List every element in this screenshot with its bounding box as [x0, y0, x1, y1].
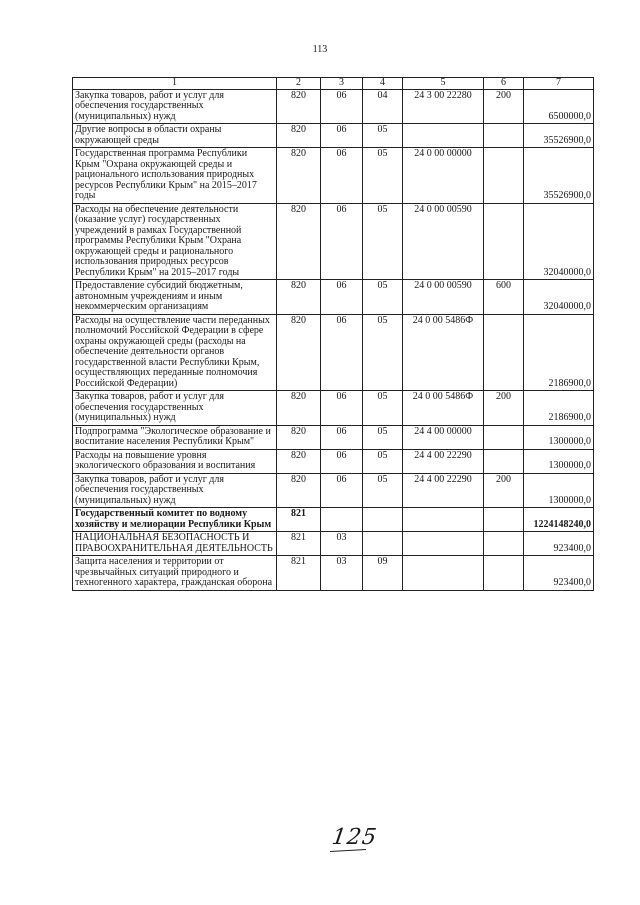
- target-article-cell: 24 4 00 22290: [403, 449, 484, 473]
- expense-type-cell: [484, 148, 524, 204]
- budget-code-cell: 821: [277, 532, 321, 556]
- expense-type-cell: [484, 508, 524, 532]
- section-cell: 03: [321, 532, 363, 556]
- column-header: 6: [484, 78, 524, 90]
- target-article-cell: 24 0 00 00590: [403, 280, 484, 315]
- subsection-cell: [363, 532, 403, 556]
- column-header: 7: [524, 78, 594, 90]
- table-row: [73, 203, 594, 280]
- amount-cell: 923400,0: [524, 532, 594, 556]
- target-article-cell: [403, 556, 484, 591]
- column-header: 1: [73, 78, 277, 90]
- budget-code-cell: 821: [277, 508, 321, 532]
- section-cell: 06: [321, 473, 363, 508]
- section-cell: 06: [321, 124, 363, 148]
- subsection-cell: 05: [363, 473, 403, 508]
- target-article-cell: 24 0 00 00590: [403, 203, 484, 280]
- table-row: [73, 314, 594, 391]
- amount-cell: 32040000,0: [524, 280, 594, 315]
- subsection-cell: 05: [363, 314, 403, 391]
- budget-code-cell: 821: [277, 556, 321, 591]
- table-row: [73, 89, 594, 124]
- expense-type-cell: [484, 124, 524, 148]
- column-header: 2: [277, 78, 321, 90]
- row-name-cell: Расходы на обеспечение деятельности (оказание услуг) государственных учреждений в рамках Государственной программы Республики Крым "Охрана окружающей среды и рационального использования природных ресурсов Республики Крым" на 2015–2017 годы: [73, 203, 277, 280]
- expense-type-cell: [484, 203, 524, 280]
- expense-type-cell: 200: [484, 89, 524, 124]
- row-name-cell: Защита населения и территории от чрезвычайных ситуаций природного и техногенного характера, гражданская оборона: [73, 556, 277, 591]
- target-article-cell: 24 0 00 5486Ф: [403, 391, 484, 426]
- section-cell: 06: [321, 314, 363, 391]
- section-cell: 03: [321, 556, 363, 591]
- budget-code-cell: 820: [277, 148, 321, 204]
- expense-type-cell: [484, 449, 524, 473]
- expense-type-cell: [484, 556, 524, 591]
- subsection-cell: 05: [363, 148, 403, 204]
- expense-type-cell: 200: [484, 391, 524, 426]
- table-row: [73, 148, 594, 204]
- row-name-cell: Расходы на повышение уровня экологического образования и воспитания: [73, 449, 277, 473]
- subsection-cell: 04: [363, 89, 403, 124]
- subsection-cell: 05: [363, 124, 403, 148]
- section-cell: [321, 508, 363, 532]
- target-article-cell: [403, 532, 484, 556]
- table-body: [73, 89, 594, 590]
- target-article-cell: [403, 124, 484, 148]
- budget-code-cell: 820: [277, 89, 321, 124]
- amount-cell: 1300000,0: [524, 473, 594, 508]
- section-cell: 06: [321, 425, 363, 449]
- target-article-cell: [403, 508, 484, 532]
- amount-cell: 1224148240,0: [524, 508, 594, 532]
- row-name-cell: Подпрограмма "Экологическое образование и воспитание населения Республики Крым": [73, 425, 277, 449]
- target-article-cell: 24 3 00 22280: [403, 89, 484, 124]
- table-row: [73, 280, 594, 315]
- expense-type-cell: [484, 532, 524, 556]
- budget-code-cell: 820: [277, 425, 321, 449]
- amount-cell: 1300000,0: [524, 425, 594, 449]
- target-article-cell: 24 4 00 22290: [403, 473, 484, 508]
- section-cell: 06: [321, 148, 363, 204]
- row-name-cell: Предоставление субсидий бюджетным, автономным учреждениям и иным некоммерческим организациям: [73, 280, 277, 315]
- section-cell: 06: [321, 89, 363, 124]
- row-name-cell: Государственный комитет по водному хозяйству и мелиорации Республики Крым: [73, 508, 277, 532]
- column-header: 5: [403, 78, 484, 90]
- budget-code-cell: 820: [277, 280, 321, 315]
- amount-cell: 35526900,0: [524, 148, 594, 204]
- amount-cell: 32040000,0: [524, 203, 594, 280]
- budget-code-cell: 820: [277, 473, 321, 508]
- table-row: [73, 449, 594, 473]
- expense-type-cell: 200: [484, 473, 524, 508]
- expense-type-cell: [484, 314, 524, 391]
- section-cell: 06: [321, 449, 363, 473]
- budget-code-cell: 820: [277, 391, 321, 426]
- row-name-cell: Другие вопросы в области охраны окружающей среды: [73, 124, 277, 148]
- budget-table: [72, 77, 594, 591]
- subsection-cell: 09: [363, 556, 403, 591]
- table-row: [73, 425, 594, 449]
- row-name-cell: Расходы на осуществление части переданных полномочий Российской Федерации в сфере охраны окружающей среды (расходы на обеспечение деятельности органов государственной власти Республики Крым, осуществляющих переданные полномочия Российской Федерации): [73, 314, 277, 391]
- budget-code-cell: 820: [277, 314, 321, 391]
- table-row: [73, 473, 594, 508]
- target-article-cell: 24 0 00 5486Ф: [403, 314, 484, 391]
- subsection-cell: 05: [363, 425, 403, 449]
- expense-type-cell: [484, 425, 524, 449]
- table-row: [73, 556, 594, 591]
- budget-code-cell: 820: [277, 449, 321, 473]
- budget-code-cell: 820: [277, 203, 321, 280]
- amount-cell: 2186900,0: [524, 314, 594, 391]
- table-row: [73, 124, 594, 148]
- amount-cell: 923400,0: [524, 556, 594, 591]
- table-row: [73, 532, 594, 556]
- target-article-cell: 24 4 00 00000: [403, 425, 484, 449]
- column-header: 4: [363, 78, 403, 90]
- column-header: 3: [321, 78, 363, 90]
- amount-cell: 1300000,0: [524, 449, 594, 473]
- subsection-cell: [363, 508, 403, 532]
- section-cell: 06: [321, 203, 363, 280]
- subsection-cell: 05: [363, 391, 403, 426]
- handwritten-page-number: 125: [330, 825, 379, 850]
- amount-cell: 2186900,0: [524, 391, 594, 426]
- amount-cell: 6500000,0: [524, 89, 594, 124]
- subsection-cell: 05: [363, 203, 403, 280]
- row-name-cell: НАЦИОНАЛЬНАЯ БЕЗОПАСНОСТЬ И ПРАВООХРАНИТЕЛЬНАЯ ДЕЯТЕЛЬНОСТЬ: [73, 532, 277, 556]
- page-number: 113: [312, 44, 328, 55]
- row-name-cell: Закупка товаров, работ и услуг для обеспечения государственных (муниципальных) нужд: [73, 391, 277, 426]
- table-row: [73, 508, 594, 532]
- subsection-cell: 05: [363, 280, 403, 315]
- section-cell: 06: [321, 280, 363, 315]
- row-name-cell: Государственная программа Республики Крым "Охрана окружающей среды и рационального использования природных ресурсов Республики Крым" на 2015–2017 годы: [73, 148, 277, 204]
- row-name-cell: Закупка товаров, работ и услуг для обеспечения государственных (муниципальных) нужд: [73, 473, 277, 508]
- amount-cell: 35526900,0: [524, 124, 594, 148]
- row-name-cell: Закупка товаров, работ и услуг для обеспечения государственных (муниципальных) нужд: [73, 89, 277, 124]
- table-row: [73, 391, 594, 426]
- subsection-cell: 05: [363, 449, 403, 473]
- expense-type-cell: 600: [484, 280, 524, 315]
- section-cell: 06: [321, 391, 363, 426]
- target-article-cell: 24 0 00 00000: [403, 148, 484, 204]
- budget-code-cell: 820: [277, 124, 321, 148]
- table-header-row: [73, 78, 594, 90]
